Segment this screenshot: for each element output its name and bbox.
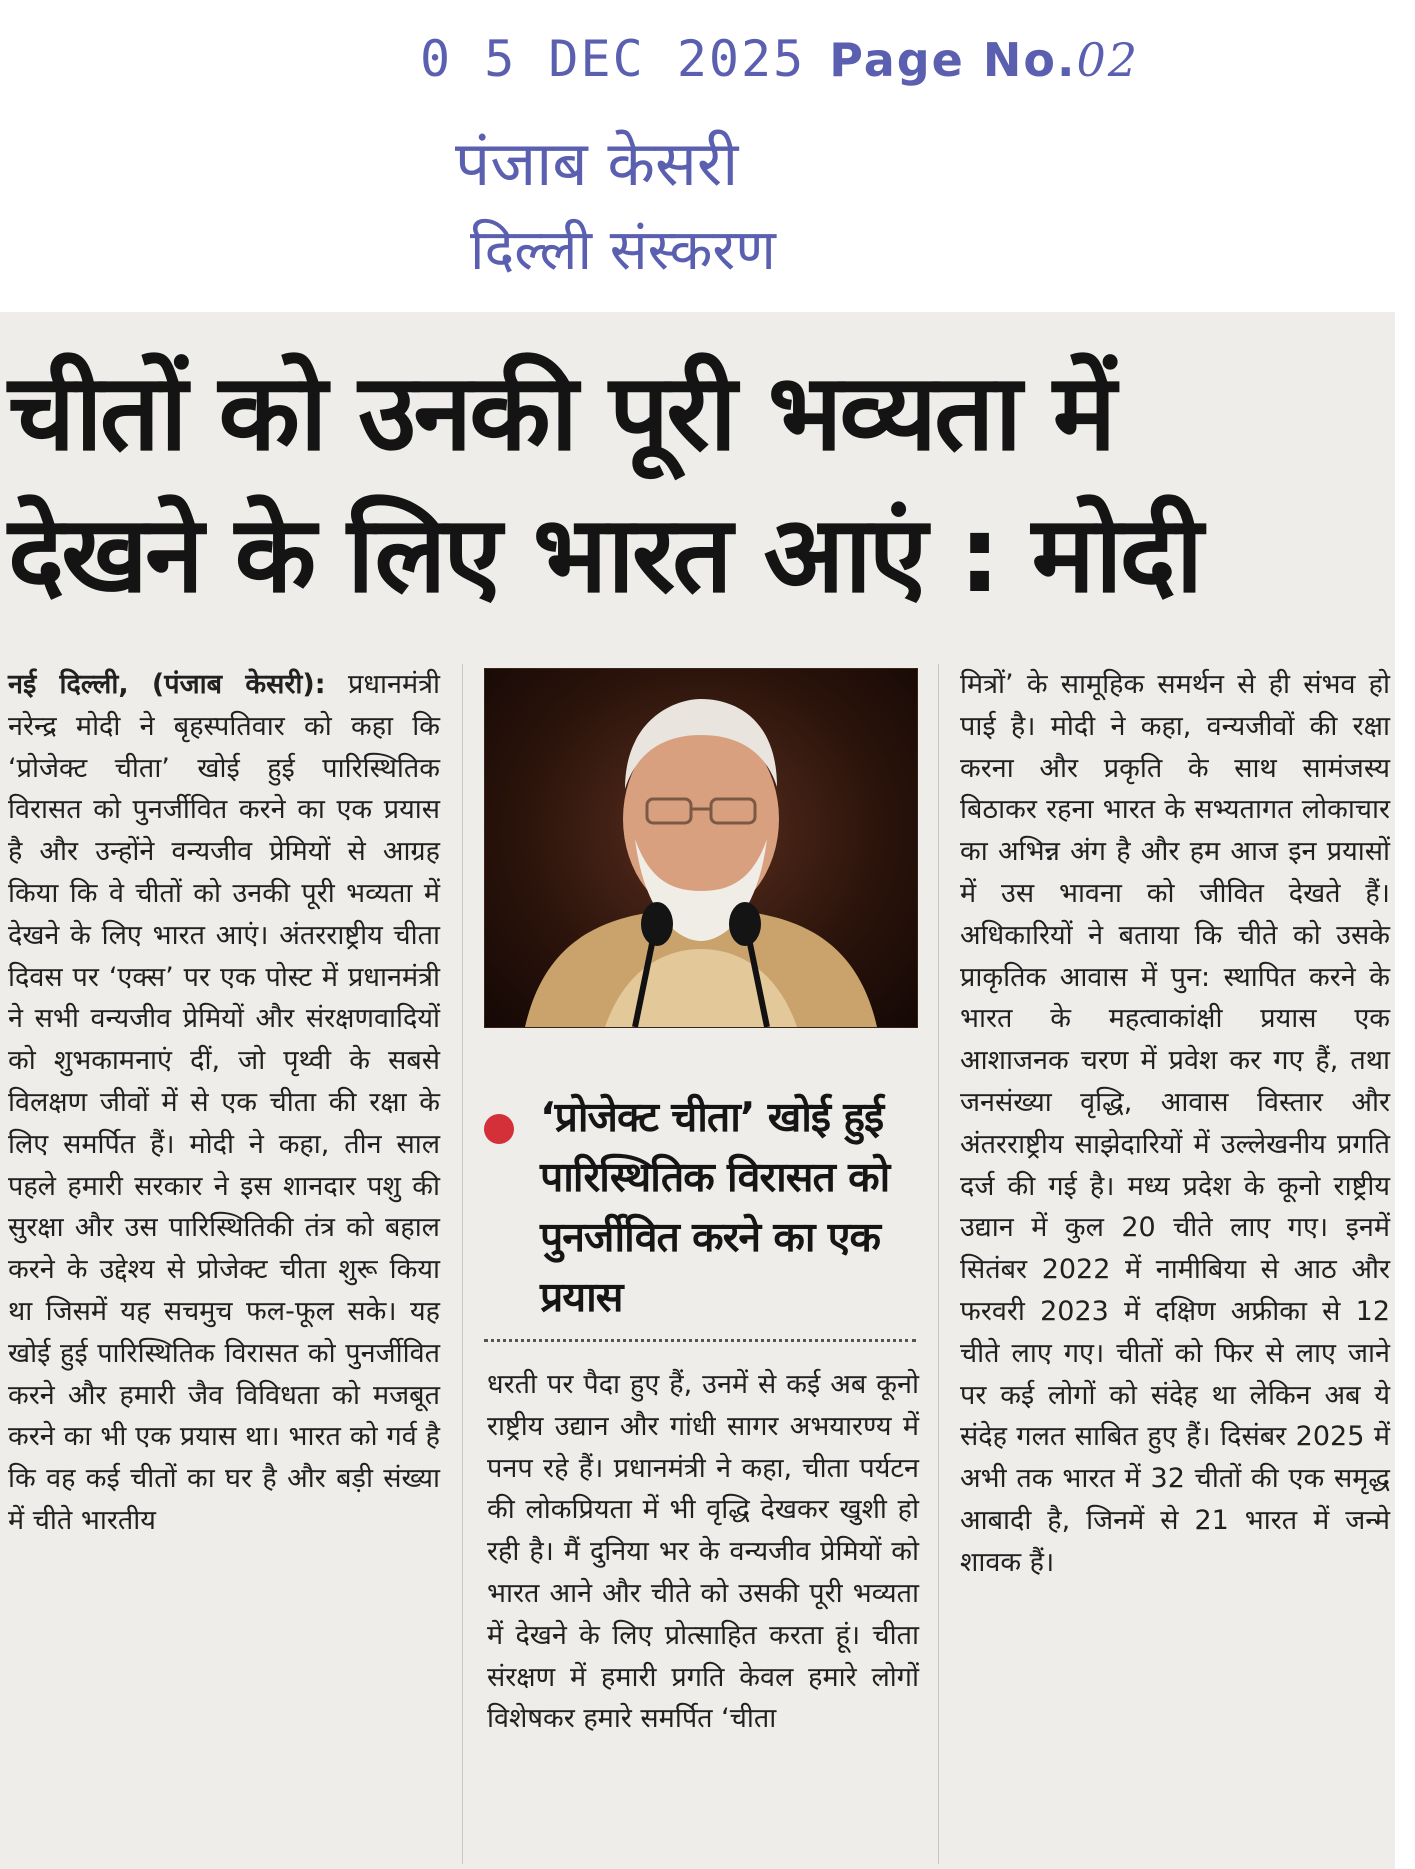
headline-line-1: चीतों को उनकी पूरी भव्यता में (8, 351, 1114, 474)
newspaper-clipping (0, 312, 1395, 1869)
pull-quote: ‘प्रोजेक्ट चीता’ खोई हुई पारिस्थितिक विरासत को पुनर्जीवित करने का एक प्रयास (540, 1093, 890, 1321)
stamp-edition: दिल्ली संस्करण (470, 218, 776, 283)
pull-quote-divider (484, 1339, 916, 1342)
article-column-1 (8, 664, 440, 1542)
headline-line-2: देखने के लिए भारत आएं : मोदी (8, 493, 1201, 616)
dateline: नई दिल्ली, (पंजाब केसरी): (8, 669, 326, 700)
column-divider (462, 664, 463, 1864)
stamp-newspaper-name: पंजाब केसरी (455, 127, 739, 200)
speaker-portrait-illustration (485, 669, 917, 1027)
pull-quote-bullet-icon (484, 1114, 514, 1144)
article-column-2: धरती पर पैदा हुए हैं, उनमें से कई अब कूनो राष्ट्रीय उद्यान और गांधी सागर अभयारण्य में पनप रहे हैं। प्रधानमंत्री ने कहा, चीता पर्यटन की लोकप्रियता में भी वृद्धि देखकर खुशी हो रही है। मैं दुनिया भर के वन्यजीव प्रेमियों को भारत आने और चीते को उसकी पूरी भव्यता में देखने के लिए प्रोत्साहित करता हूं। चीता संरक्षण में हमारी प्रगति केवल हमारे लोगों विशेषकर हमारे समर्पित ‘चीता (487, 1369, 919, 1735)
column-1-text: प्रधानमंत्री नरेन्द्र मोदी ने बृहस्पतिवार को कहा कि ‘प्रोजेक्ट चीता’ खोई हुई पारिस्थितिक विरासत को पुनर्जीवित करने का एक प्रयास है और उन्होंने वन्यजीव प्रेमियों से आग्रह किया कि वे चीतों को उनकी पूरी भव्यता में देखने के लिए भारत आएं। अंतरराष्ट्रीय चीता दिवस पर ‘एक्स’ पर एक पोस्ट में प्रधानमंत्री ने सभी वन्यजीव प्रेमियों और संरक्षणवादियों को शुभकामनाएं दीं, जो पृथ्वी के सबसे विलक्षण जीवों में से एक चीता की रक्षा के लिए समर्पित हैं। मोदी ने कहा, तीन साल पहले हमारी सरकार ने इस शानदार पशु की सुरक्षा और उस पारिस्थितिकी तंत्र को बहाल करने के उद्देश्य से प्रोजेक्ट चीता शुरू किया था जिसमें यह सचमुच फल-फूल सके। यह खोई हुई पारिस्थितिक विरासत को पुनर्जीवित करने और हमारी जैव विविधता को मजबूत करने का भी एक प्रयास था। भारत को गर्व है कि वह कई चीतों का घर है और बड़ी संख्या में चीते भारतीय (8, 669, 440, 1536)
stamp-page-number: 02 (1076, 33, 1140, 87)
article-column-3: मित्रों’ के सामूहिक समर्थन से ही संभव हो पाई है। मोदी ने कहा, वन्यजीवों की रक्षा करना और प्रकृति के साथ सामंजस्य बिठाकर रहना भारत के सभ्यतागत लोकाचार का अभिन्न अंग है और हम आज इन प्रयासों में उस भावना को जीवित देखते हैं। अधिकारियों ने बताया कि चीते को उसके प्राकृतिक आवास में पुन: स्थापित करने के भारत के महत्वाकांक्षी प्रयास एक आशाजनक चरण में प्रवेश कर गए हैं, तथा जनसंख्या वृद्धि, आवास विस्तार और अंतरराष्ट्रीय साझेदारियों में उल्लेखनीय प्रगति दर्ज की गई है। मध्य प्रदेश के कूनो राष्ट्रीय उद्यान में कुल 20 चीते लाए गए। इनमें सितंबर 2022 में नामीबिया से आठ और फरवरी 2023 में दक्षिण अफ्रीका से 12 चीते लाए गए। चीतों को फिर से लाए जाने पर कई लोगों को संदेह था लेकिन अब ये संदेह गलत साबित हुए हैं। दिसंबर 2025 में अभी तक भारत में 32 चीतों की एक समृद्ध आबादी है, जिनमें से 21 भारत में जन्मे शावक हैं। (960, 669, 1390, 1578)
date-stamp (0, 0, 1415, 300)
article-photo (484, 668, 918, 1028)
stamp-page-label: Page No. (829, 33, 1077, 87)
stamp-date-line (420, 30, 1139, 88)
stamp-date: 0 5 DEC 2025 (420, 30, 806, 88)
